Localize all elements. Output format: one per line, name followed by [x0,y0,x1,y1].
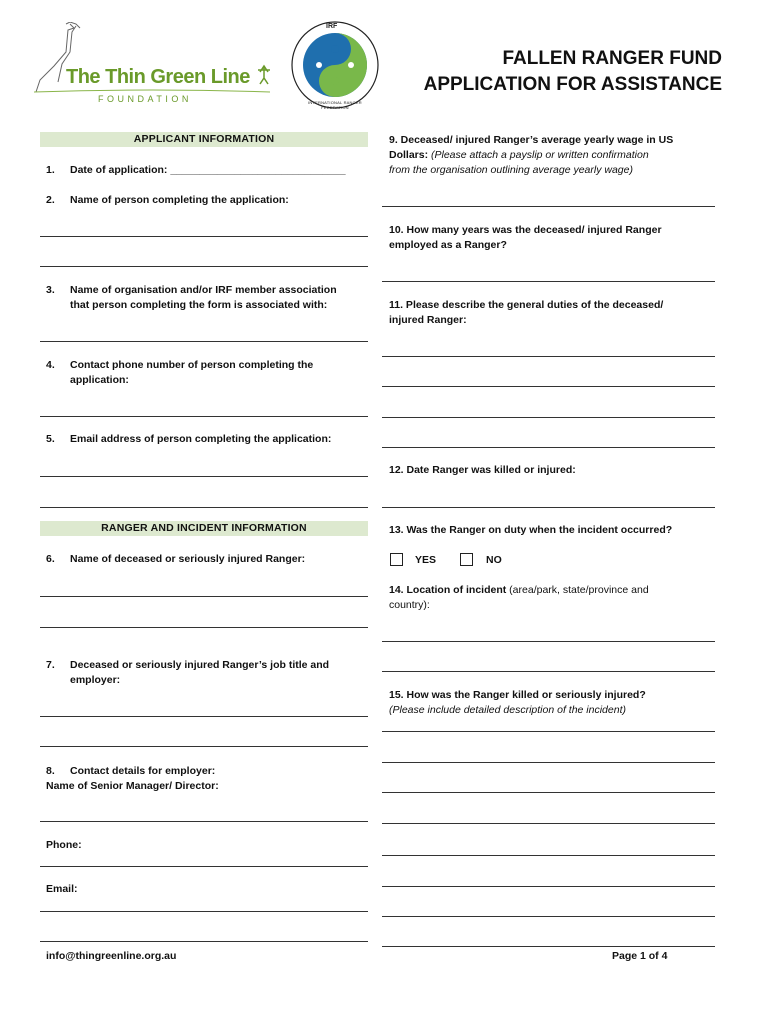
q7-answer-line-2[interactable] [40,746,368,747]
thin-green-line-logo [32,22,272,108]
q6-text: Name of deceased or seriously injured Ranger: [70,553,306,565]
q14-text-line2: country): [389,599,430,611]
footer-page-number: Page 1 of 4 [612,950,668,962]
q9-text-line2-bold: Dollars: [389,149,429,161]
q15-answer-line-6[interactable] [382,886,715,887]
form-title-line2: APPLICATION FOR ASSISTANCE [423,74,722,95]
footer-email: info@thingreenline.org.au [46,950,177,962]
q11-text-line1: 11. Please describe the general duties of the deceased/ [389,299,664,311]
irf-ring-text: INTERNATIONAL RANGER FEDERATION [308,100,362,110]
email-answer-line-2[interactable] [40,941,368,942]
q4-answer-line[interactable] [40,416,368,417]
q3-label [46,283,337,313]
q15-answer-line-2[interactable] [382,762,715,763]
logo-sub-text: FOUNDATION [98,94,192,104]
q13-no-label: NO [486,554,502,566]
q9-label [389,133,719,178]
q15-label [389,688,719,718]
q2-number: 2. [46,194,55,206]
q10-text-line2: employed as a Ranger? [389,239,507,251]
q1-number: 1. [46,164,55,176]
q15-answer-line-5[interactable] [382,855,715,856]
q10-answer-line[interactable] [382,281,715,282]
q6-answer-line-1[interactable] [40,596,368,597]
q15-answer-line-4[interactable] [382,823,715,824]
q8-text-line2: Name of Senior Manager/ Director: [46,780,219,792]
q9-text-line3: from the organisation outlining average yearly wage) [389,164,633,176]
q2-text: Name of person completing the application: [70,194,289,206]
q1-text: Date of application: ______________________________ [70,164,346,176]
logo-main-text: The Thin Green Line [66,66,250,88]
q4-text-line1: Contact phone number of person completing the [70,359,314,371]
phone-label: Phone: [46,839,82,851]
email-answer-line-1[interactable] [40,911,368,912]
q2-answer-line-1[interactable] [40,236,368,237]
q5-number: 5. [46,433,55,445]
q14-label [389,583,719,613]
q3-text-line1: Name of organisation and/or IRF member association [70,284,337,296]
q14-answer-line-1[interactable] [382,641,715,642]
q15-text-line1: 15. How was the Ranger killed or seriously injured? [389,689,646,701]
q7-text-line1: Deceased or seriously injured Ranger’s job title and [70,659,330,671]
q11-answer-line-2[interactable] [382,386,715,387]
q15-answer-line-8[interactable] [382,946,715,947]
q8-label [46,764,219,794]
q3-number: 3. [46,284,55,296]
q7-answer-line-1[interactable] [40,716,368,717]
q9-text-line1: 9. Deceased/ injured Ranger’s average yearly wage in US [389,134,674,146]
q14-text-normal: (area/park, state/province and [506,584,649,596]
q11-answer-line-1[interactable] [382,356,715,357]
q14-answer-line-2[interactable] [382,671,715,672]
email-label: Email: [46,883,78,895]
q15-answer-line-3[interactable] [382,792,715,793]
q3-text [70,283,337,313]
q8-number: 8. [46,765,55,777]
form-title-line1: FALLEN RANGER FUND [502,48,722,69]
q13-yes-label: YES [415,554,437,566]
q6-label [46,552,305,567]
q14-text-bold: 14. Location of incident [389,584,507,596]
ranger-info-heading: RANGER AND INCIDENT INFORMATION [40,521,368,536]
q7-text-line2: employer: [70,674,121,686]
q5-text: Email address of person completing the application: [70,433,332,445]
irf-logo [290,20,380,110]
q7-number: 7. [46,659,55,671]
q13-no-checkbox[interactable] [460,553,473,566]
q11-answer-line-4[interactable] [382,447,715,448]
q7-text [70,658,329,688]
q4-number: 4. [46,359,55,371]
q12-label: 12. Date Ranger was killed or injured: [389,464,576,476]
q1-label [46,163,346,178]
q12-answer-line[interactable] [382,507,715,508]
q10-text-line1: 10. How many years was the deceased/ injured Ranger [389,224,662,236]
q3-text-line2: that person completing the form is associated with: [70,299,328,311]
q5-answer-line-2[interactable] [40,507,368,508]
q5-label [46,432,331,447]
q11-label [389,298,719,328]
q8-text-line1: Contact details for employer: [70,765,216,777]
q2-label [46,193,289,208]
q11-text-line2: injured Ranger: [389,314,467,326]
applicant-info-heading: APPLICANT INFORMATION [40,132,368,147]
q4-text-line2: application: [70,374,129,386]
yin-yang-icon [290,20,380,110]
q13-label: 13. Was the Ranger on duty when the incident occurred? [389,524,673,536]
q8-manager-answer-line[interactable] [40,821,368,822]
q13-yes-checkbox[interactable] [390,553,403,566]
q15-text-line2: (Please include detailed description of the incident) [389,704,626,716]
q10-label [389,223,719,253]
q3-answer-line[interactable] [40,341,368,342]
q4-text [70,358,313,388]
phone-answer-line[interactable] [40,866,368,867]
irf-top-text: IRF [326,23,338,30]
q9-answer-line[interactable] [382,206,715,207]
q6-number: 6. [46,553,55,565]
q15-answer-line-1[interactable] [382,731,715,732]
q2-answer-line-2[interactable] [40,266,368,267]
q9-text-line2-italic: (Please attach a payslip or written confirmation [428,149,649,161]
q6-answer-line-2[interactable] [40,627,368,628]
q15-answer-line-7[interactable] [382,916,715,917]
q7-label [46,658,329,688]
q5-answer-line-1[interactable] [40,476,368,477]
q11-answer-line-3[interactable] [382,417,715,418]
q4-label [46,358,313,388]
